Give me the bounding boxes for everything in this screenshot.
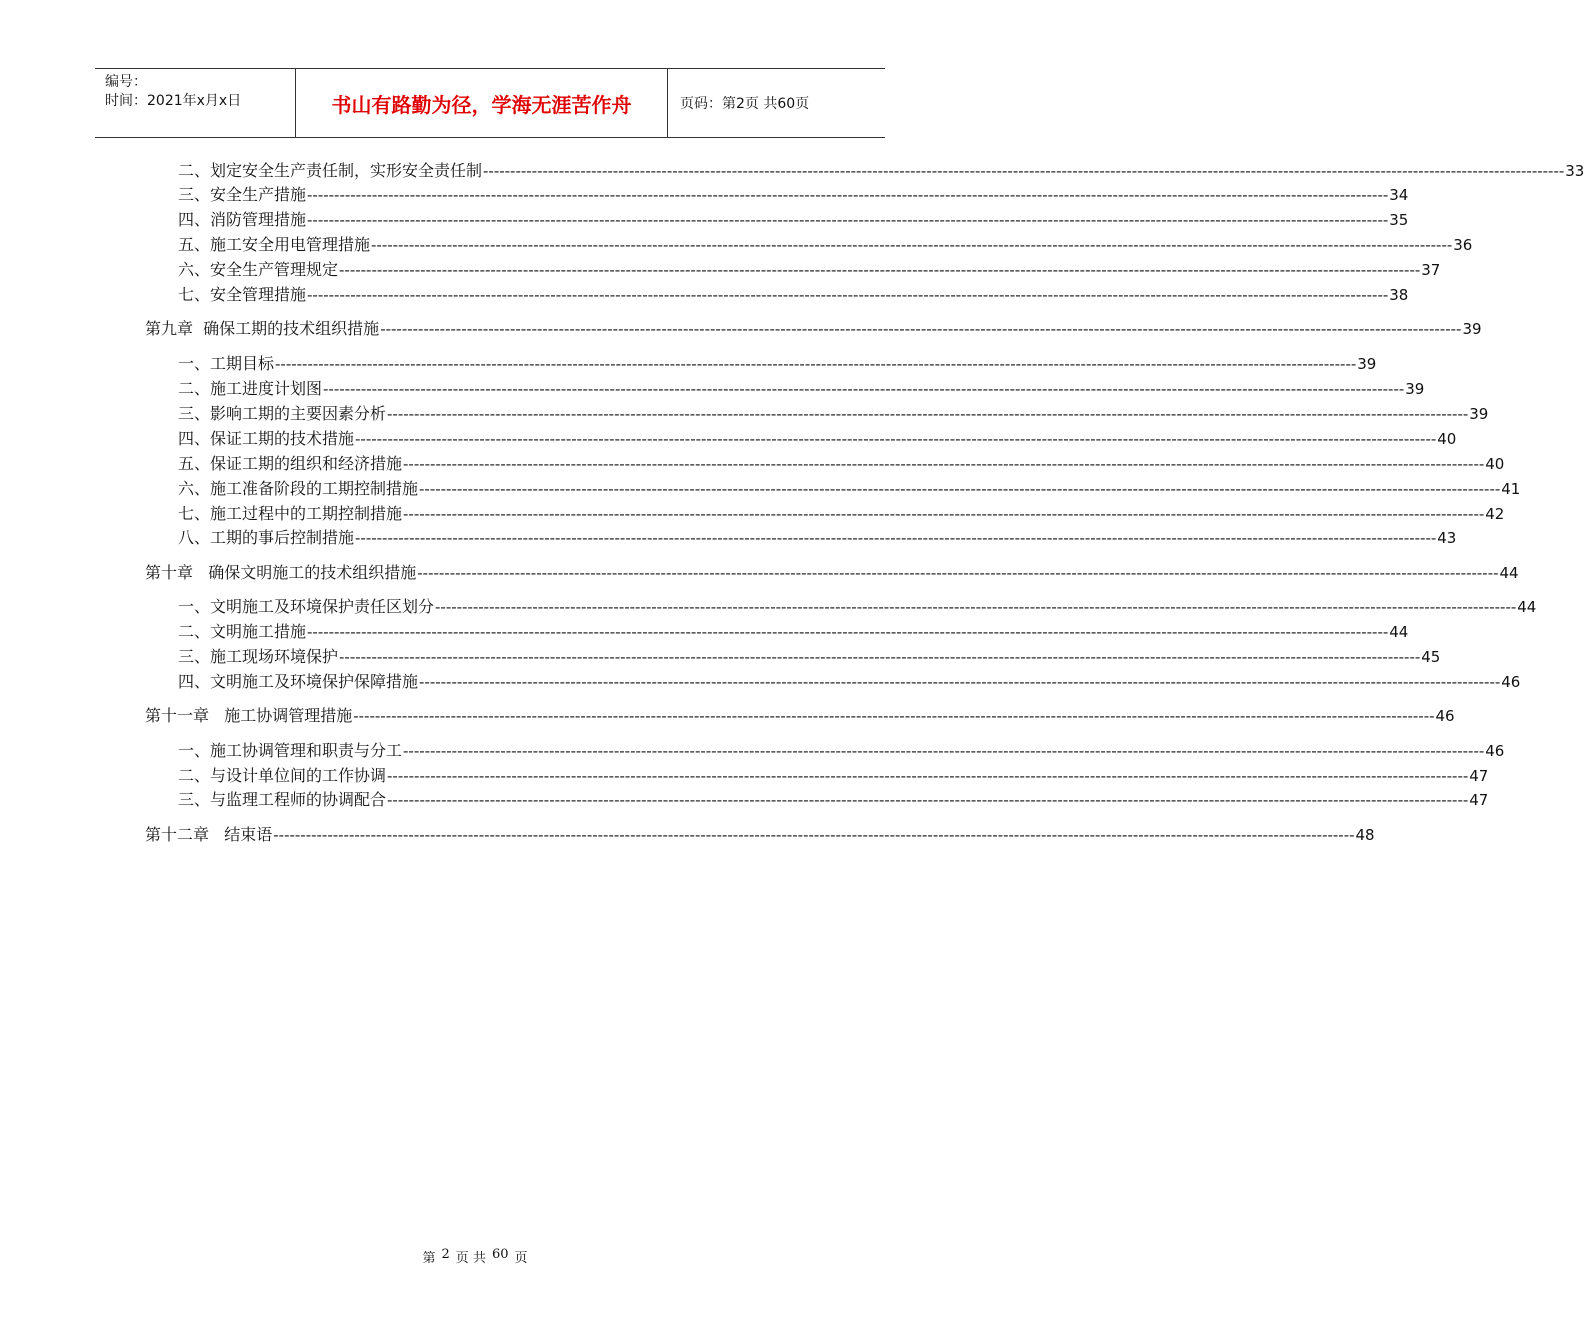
toc-entry-page: 36: [1453, 236, 1473, 254]
toc-entry-page: 46: [1435, 707, 1455, 725]
toc-leader-dashes: --------------------------------------------------------------------------------------------------------------------------------------------------------------------------------------------------------: [380, 319, 1462, 338]
toc-entry-title: 一、施工协调管理和职责与分工: [178, 741, 403, 760]
toc-chapter-entry: [145, 824, 1375, 846]
toc-leader-dashes: --------------------------------------------------------------------------------------------------------------------------------------------------------------------------------------------------------: [419, 479, 1501, 498]
toc-leader-dashes: --------------------------------------------------------------------------------------------------------------------------------------------------------------------------------------------------------: [387, 790, 1469, 809]
toc-leader-dashes: --------------------------------------------------------------------------------------------------------------------------------------------------------------------------------------------------------: [371, 235, 1453, 254]
toc-section-entry: [178, 789, 1489, 811]
footer-total: 60: [491, 1247, 509, 1262]
toc-entry-page: 44: [1499, 564, 1519, 582]
toc-entry-title: 八、工期的事后控制措施: [178, 528, 355, 547]
toc-entry-title: 第九章 确保工期的技术组织措施: [145, 319, 380, 338]
toc-section-entry: [178, 527, 1457, 549]
toc-entry-page: 40: [1437, 430, 1457, 448]
toc-leader-dashes: --------------------------------------------------------------------------------------------------------------------------------------------------------------------------------------------------------: [403, 454, 1485, 473]
toc-section-entry: [178, 184, 1409, 206]
toc-leader-dashes: --------------------------------------------------------------------------------------------------------------------------------------------------------------------------------------------------------: [339, 260, 1421, 279]
toc-entry-title: 三、施工现场环境保护: [178, 647, 339, 666]
toc-section-entry: [178, 160, 1584, 182]
footer-mid: 页 共: [455, 1251, 486, 1266]
toc-leader-dashes: --------------------------------------------------------------------------------------------------------------------------------------------------------------------------------------------------------: [339, 647, 1421, 666]
toc-chapter-entry: [145, 705, 1455, 727]
footer-prefix: 第: [422, 1251, 436, 1266]
toc-entry-title: 五、保证工期的组织和经济措施: [178, 454, 403, 473]
header-motto: 书山有路勤为径，学海无涯苦作舟: [296, 69, 668, 137]
toc-leader-dashes: --------------------------------------------------------------------------------------------------------------------------------------------------------------------------------------------------------: [353, 706, 1435, 725]
toc-leader-dashes: --------------------------------------------------------------------------------------------------------------------------------------------------------------------------------------------------------: [323, 379, 1405, 398]
toc-section-entry: [178, 428, 1457, 450]
toc-leader-dashes: --------------------------------------------------------------------------------------------------------------------------------------------------------------------------------------------------------: [419, 672, 1501, 691]
toc-section-entry: [178, 378, 1425, 400]
toc-section-entry: [178, 765, 1489, 787]
toc-entry-page: 47: [1469, 767, 1489, 785]
toc-entry-page: 46: [1501, 673, 1521, 691]
toc-leader-dashes: --------------------------------------------------------------------------------------------------------------------------------------------------------------------------------------------------------: [273, 825, 1355, 844]
toc-entry-page: 39: [1405, 380, 1425, 398]
toc-entry-page: 37: [1421, 261, 1441, 279]
toc-section-entry: [178, 646, 1441, 668]
toc-entry-page: 44: [1517, 598, 1537, 616]
toc-section-entry: [178, 478, 1521, 500]
page-header: [95, 68, 885, 138]
toc-entry-title: 二、与设计单位间的工作协调: [178, 766, 387, 785]
toc-chapter-entry: [145, 318, 1482, 340]
toc-leader-dashes: --------------------------------------------------------------------------------------------------------------------------------------------------------------------------------------------------------: [483, 161, 1565, 180]
header-page-info: 页码：第2页 共60页: [680, 96, 810, 112]
toc-section-entry: [178, 284, 1409, 306]
toc-leader-dashes: --------------------------------------------------------------------------------------------------------------------------------------------------------------------------------------------------------: [387, 404, 1469, 423]
toc-entry-title: 七、施工过程中的工期控制措施: [178, 504, 403, 523]
toc-entry-title: 四、文明施工及环境保护保障措施: [178, 672, 419, 691]
toc-entry-title: 二、文明施工措施: [178, 622, 307, 641]
toc-leader-dashes: --------------------------------------------------------------------------------------------------------------------------------------------------------------------------------------------------------: [307, 185, 1389, 204]
footer-page: 2: [441, 1247, 450, 1262]
toc-leader-dashes: --------------------------------------------------------------------------------------------------------------------------------------------------------------------------------------------------------: [403, 504, 1485, 523]
toc-entry-page: 42: [1485, 505, 1505, 523]
toc-entry-title: 二、划定安全生产责任制，实形安全责任制: [178, 161, 483, 180]
toc-entry-page: 41: [1501, 480, 1521, 498]
toc-entry-title: 六、安全生产管理规定: [178, 260, 339, 279]
toc-entry-page: 40: [1485, 455, 1505, 473]
toc-entry-page: 48: [1355, 826, 1375, 844]
toc-section-entry: [178, 353, 1377, 375]
toc-leader-dashes: --------------------------------------------------------------------------------------------------------------------------------------------------------------------------------------------------------: [355, 429, 1437, 448]
toc-entry-page: 35: [1389, 211, 1409, 229]
toc-leader-dashes: --------------------------------------------------------------------------------------------------------------------------------------------------------------------------------------------------------: [403, 741, 1485, 760]
toc-entry-page: 43: [1437, 529, 1457, 547]
page-footer: [0, 1247, 950, 1266]
toc-section-entry: [178, 671, 1521, 693]
toc-entry-page: 33: [1565, 162, 1584, 180]
toc-leader-dashes: --------------------------------------------------------------------------------------------------------------------------------------------------------------------------------------------------------: [417, 563, 1499, 582]
toc-section-entry: [178, 621, 1409, 643]
toc-section-entry: [178, 503, 1505, 525]
toc-section-entry: [178, 259, 1441, 281]
toc-entry-page: 47: [1469, 791, 1489, 809]
toc-entry-page: 44: [1389, 623, 1409, 641]
toc-entry-title: 四、保证工期的技术措施: [178, 429, 355, 448]
toc-entry-title: 四、消防管理措施: [178, 210, 307, 229]
toc-entry-page: 39: [1462, 320, 1482, 338]
toc-section-entry: [178, 596, 1537, 618]
toc-leader-dashes: --------------------------------------------------------------------------------------------------------------------------------------------------------------------------------------------------------: [307, 622, 1389, 641]
toc-section-entry: [178, 453, 1505, 475]
time-label: 时间：2021年x月x日: [105, 93, 242, 109]
toc-entry-title: 五、施工安全用电管理措施: [178, 235, 371, 254]
header-meta: [95, 69, 296, 137]
toc-entry-title: 第十章 确保文明施工的技术组织措施: [145, 563, 417, 582]
toc-leader-dashes: --------------------------------------------------------------------------------------------------------------------------------------------------------------------------------------------------------: [355, 528, 1437, 547]
toc-entry-page: 39: [1469, 405, 1489, 423]
toc-leader-dashes: --------------------------------------------------------------------------------------------------------------------------------------------------------------------------------------------------------: [275, 354, 1357, 373]
toc-entry-page: 39: [1357, 355, 1377, 373]
toc-section-entry: [178, 209, 1409, 231]
toc-entry-page: 38: [1389, 286, 1409, 304]
toc-entry-title: 七、安全管理措施: [178, 285, 307, 304]
toc-entry-title: 第十一章 施工协调管理措施: [145, 706, 353, 725]
toc-leader-dashes: --------------------------------------------------------------------------------------------------------------------------------------------------------------------------------------------------------: [387, 766, 1469, 785]
toc-entry-page: 46: [1485, 742, 1505, 760]
toc-section-entry: [178, 740, 1505, 762]
toc-leader-dashes: --------------------------------------------------------------------------------------------------------------------------------------------------------------------------------------------------------: [307, 285, 1389, 304]
toc-chapter-entry: [145, 562, 1519, 584]
toc-leader-dashes: --------------------------------------------------------------------------------------------------------------------------------------------------------------------------------------------------------: [307, 210, 1389, 229]
toc-entry-title: 三、安全生产措施: [178, 185, 307, 204]
toc-entry-page: 34: [1389, 186, 1409, 204]
toc-entry-title: 第十二章 结束语: [145, 825, 273, 844]
toc-section-entry: [178, 234, 1473, 256]
toc-entry-title: 二、施工进度计划图: [178, 379, 323, 398]
toc-leader-dashes: --------------------------------------------------------------------------------------------------------------------------------------------------------------------------------------------------------: [435, 597, 1517, 616]
toc-entry-title: 三、影响工期的主要因素分析: [178, 404, 387, 423]
toc-entry-title: 一、工期目标: [178, 354, 275, 373]
toc-entry-page: 45: [1421, 648, 1441, 666]
toc-section-entry: [178, 403, 1489, 425]
toc-entry-title: 三、与监理工程师的协调配合: [178, 790, 387, 809]
number-label: 编号：: [105, 74, 147, 90]
footer-suffix: 页: [514, 1251, 528, 1266]
toc-entry-title: 六、施工准备阶段的工期控制措施: [178, 479, 419, 498]
toc-entry-title: 一、文明施工及环境保护责任区划分: [178, 597, 435, 616]
